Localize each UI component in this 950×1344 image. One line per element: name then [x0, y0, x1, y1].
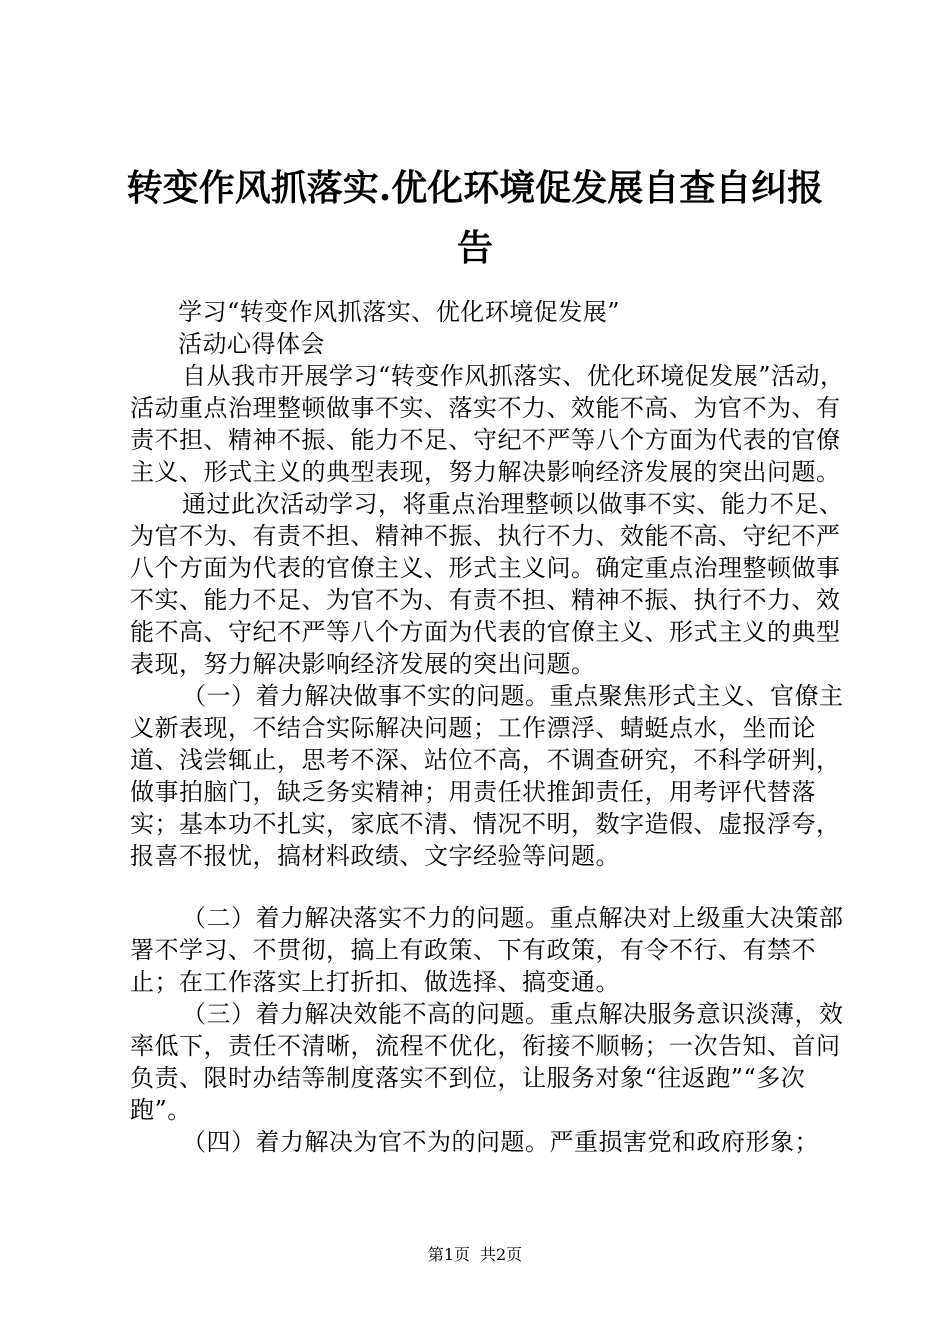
page-total: 共2页 — [480, 1245, 523, 1264]
subtitle-line-1: 学习“转变作风抓落实、优化环境促发展” — [178, 298, 621, 326]
paragraph-item-2: （二）着力解决落实不力的问题。重点解决对上级重大决策部署不学习、不贯彻，搞上有政策、下有政策，有令不行、有禁不止；在工作落实上打折扣、做选择、搞变通。 — [130, 904, 844, 996]
document-title: 转变作风抓落实.优化环境促发展自查自纠报告 — [126, 167, 824, 269]
paragraph-item-4: （四）着力解决为官不为的问题。严重损害党和政府形象； — [182, 1128, 819, 1156]
document-body — [130, 296, 850, 1158]
subtitle-line-2: 活动心得体会 — [178, 330, 325, 358]
paragraph-intro: 自从我市开展学习“转变作风抓落实、优化环境促发展”活动，活动重点治理整顿做事不实、落实不力、效能不高、为官不为、有责不担、精神不振、能力不足、守纪不严等八个方面为代表的官僚主义、形式主义的典型表现，努力解决影响经济发展的突出问题。 — [130, 362, 845, 486]
page-footer — [0, 1242, 950, 1265]
paragraph-study: 通过此次活动学习，将重点治理整顿以做事不实、能力不足、为官不为、有责不担、精神不振、执行不力、效能不高、守纪不严八个方面为代表的官僚主义、形式主义问。确定重点治理整顿做事不实、能力不足、为官不为、有责不担、精神不振、执行不力、效能不高、守纪不严等八个方面为代表的官僚主义、形式主义的典型表现，努力解决影响经济发展的突出问题。 — [130, 490, 844, 678]
paragraph-gap — [130, 872, 850, 902]
paragraph-item-1: （一）着力解决做事不实的问题。重点聚焦形式主义、官僚主义新表现，不结合实际解决问题；工作漂浮、蜻蜓点水，坐而论道、浅尝辄止，思考不深、站位不高，不调查研究，不科学研判，做事拍脑门，缺乏务实精神；用责任状推卸责任，用考评代替落实；基本功不扎实，家底不清、情况不明，数字造假、虚报浮夸，报喜不报忧，搞材料政绩、文字经验等问题。 — [130, 682, 844, 870]
paragraph-item-3: （三）着力解决效能不高的问题。重点解决服务意识淡薄，效率低下，责任不清晰，流程不优化，衔接不顺畅；一次告知、首问负责、限时办结等制度落实不到位，让服务对象“往返跑”“多次跑”。 — [130, 1000, 844, 1124]
page-number: 第1页 — [427, 1245, 470, 1264]
